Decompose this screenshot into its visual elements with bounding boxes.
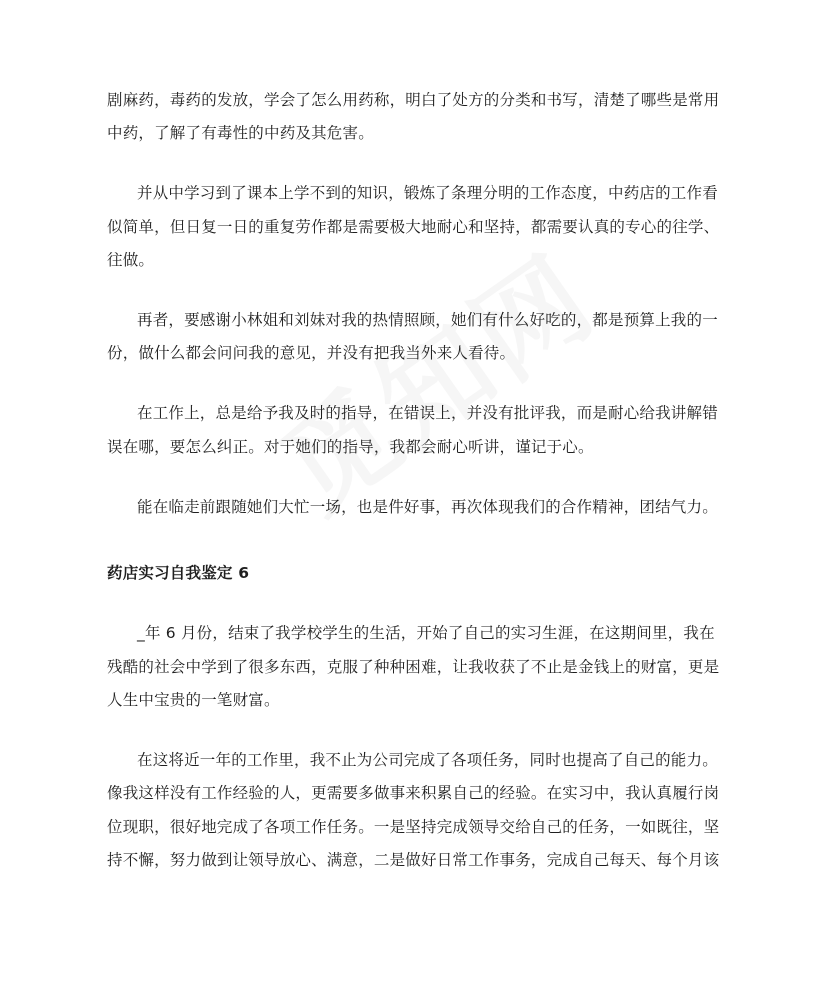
paragraph-line: 能在临走前跟随她们大忙一场，也是件好事，再次体现我们的合作精神，团结气力。 xyxy=(137,498,718,516)
paragraph-line: 位现职，很好地完成了各项工作任务。一是坚持完成领导交给自己的任务，一如既往，坚 xyxy=(107,818,720,836)
paragraph-line: 残酷的社会中学到了很多东西，克服了种种困难，让我收获了不止是金钱上的财富，更是 xyxy=(107,658,720,676)
paragraph-line: 并从中学习到了课本上学不到的知识，锻炼了条理分明的工作态度，中药店的工作看 xyxy=(137,184,718,202)
paragraph-line: 似简单，但日复一日的重复劳作都是需要极大地耐心和坚持，都需要认真的专心的往学、 xyxy=(107,218,720,236)
section-heading: 药店实习自我鉴定 6 xyxy=(107,564,250,582)
paragraph-line: 像我这样没有工作经验的人，更需要多做事来积累自己的经验。在实习中，我认真履行岗 xyxy=(107,784,720,802)
paragraph-line: 份，做什么都会问问我的意见，并没有把我当外来人看待。 xyxy=(107,344,516,362)
paragraph-line: 往做。 xyxy=(107,251,155,269)
paragraph-line: 中药，了解了有毒性的中药及其危害。 xyxy=(107,124,374,142)
paragraph-line: 再者，要感谢小林姐和刘妹对我的热情照顾，她们有什么好吃的，都是预算上我的一 xyxy=(137,311,718,329)
paragraph-line: 人生中宝贵的一笔财富。 xyxy=(107,691,280,709)
paragraph-line: _年 6 月份，结束了我学校学生的生活，开始了自己的实习生涯，在这期间里，我在 xyxy=(137,624,715,642)
paragraph-line: 持不懈，努力做到让领导放心、满意，二是做好日常工作事务，完成自己每天、每个月该 xyxy=(107,851,720,869)
paragraph-line: 在工作上，总是给予我及时的指导，在错误上，并没有批评我，而是耐心给我讲解错 xyxy=(137,404,718,422)
paragraph-line: 误在哪，要怎么纠正。对于她们的指导，我都会耐心听讲，谨记于心。 xyxy=(107,438,594,456)
paragraph-line: 在这将近一年的工作里，我不止为公司完成了各项任务，同时也提高了自己的能力。 xyxy=(137,751,718,769)
paragraph-line: 剧麻药，毒药的发放，学会了怎么用药称，明白了处方的分类和书写，清楚了哪些是常用 xyxy=(107,91,720,109)
